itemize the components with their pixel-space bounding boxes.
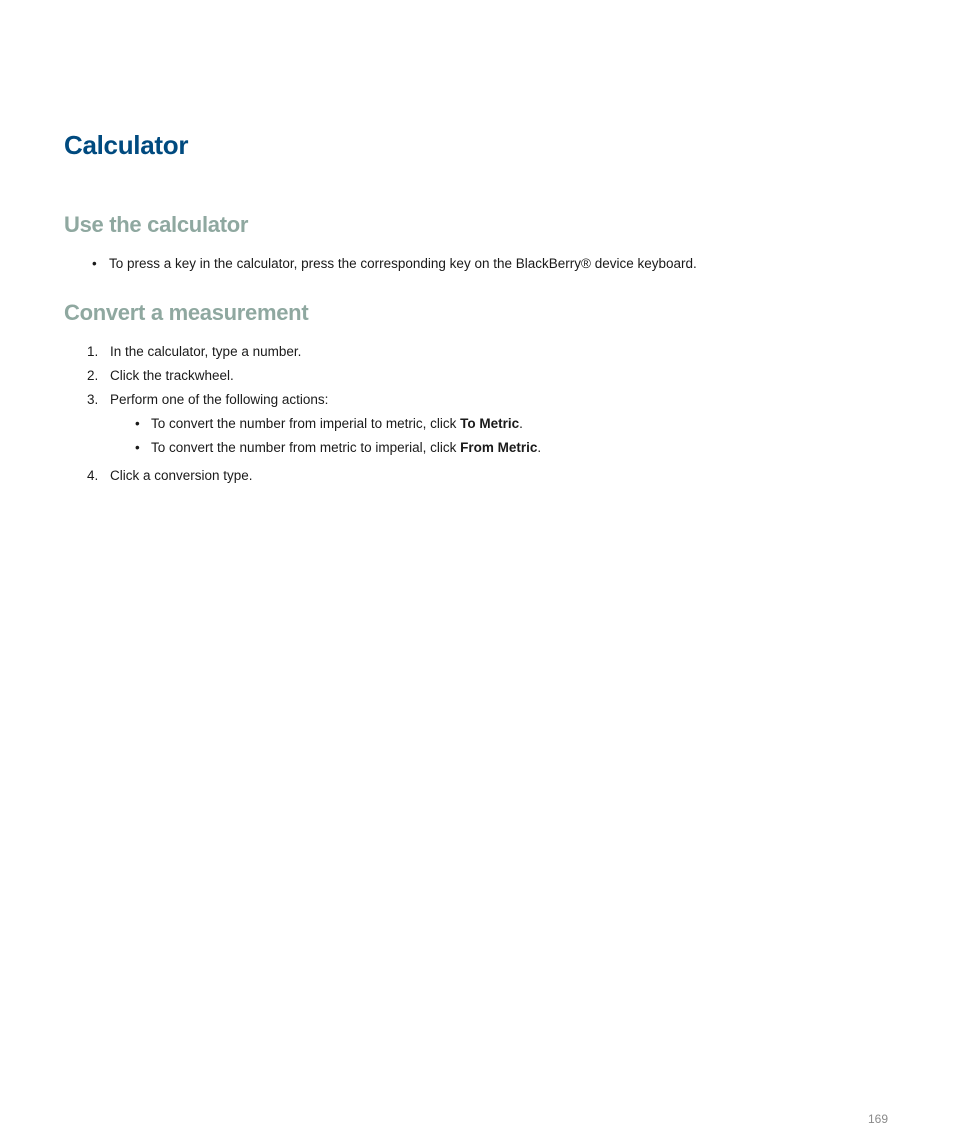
bullet-icon: • xyxy=(135,416,140,431)
sub-item-text: To convert the number from imperial to metric, click xyxy=(151,416,461,431)
sub-list-item xyxy=(110,436,541,460)
step-text: In the calculator, type a number. xyxy=(110,344,302,359)
step-number: 3. xyxy=(87,392,99,407)
use-calculator-bullet-list xyxy=(0,252,697,276)
step-item xyxy=(0,340,541,364)
step-item xyxy=(0,388,541,460)
step-number: 1. xyxy=(87,344,99,359)
ui-label-to-metric: To Metric xyxy=(460,416,520,431)
sub-item-suffix: . xyxy=(519,416,523,431)
step-text: Click the trackwheel. xyxy=(110,368,234,383)
section-title-convert-measurement: Convert a measurement xyxy=(64,300,309,325)
sub-item-text: To convert the number from metric to imperial, click xyxy=(151,440,461,455)
ui-label-from-metric: From Metric xyxy=(460,440,538,455)
page-number: 169 xyxy=(868,1112,889,1126)
step-number: 4. xyxy=(87,468,99,483)
step-text: Perform one of the following actions: xyxy=(110,392,329,407)
step-sub-list xyxy=(110,412,541,460)
step-number: 2. xyxy=(87,368,99,383)
step-text: Click a conversion type. xyxy=(110,468,253,483)
step-item xyxy=(0,364,541,388)
chapter-title: Calculator xyxy=(64,130,189,160)
section-title-use-calculator: Use the calculator xyxy=(64,212,249,237)
sub-list-item xyxy=(110,412,541,436)
bullet-icon: • xyxy=(135,440,140,455)
convert-steps-list xyxy=(0,340,541,488)
bullet-icon: • xyxy=(92,256,97,271)
list-item xyxy=(0,252,697,276)
bullet-text: To press a key in the calculator, press the corresponding key on the BlackBerry® device keyboard. xyxy=(109,256,697,271)
step-item xyxy=(0,464,541,488)
sub-item-suffix: . xyxy=(537,440,542,455)
